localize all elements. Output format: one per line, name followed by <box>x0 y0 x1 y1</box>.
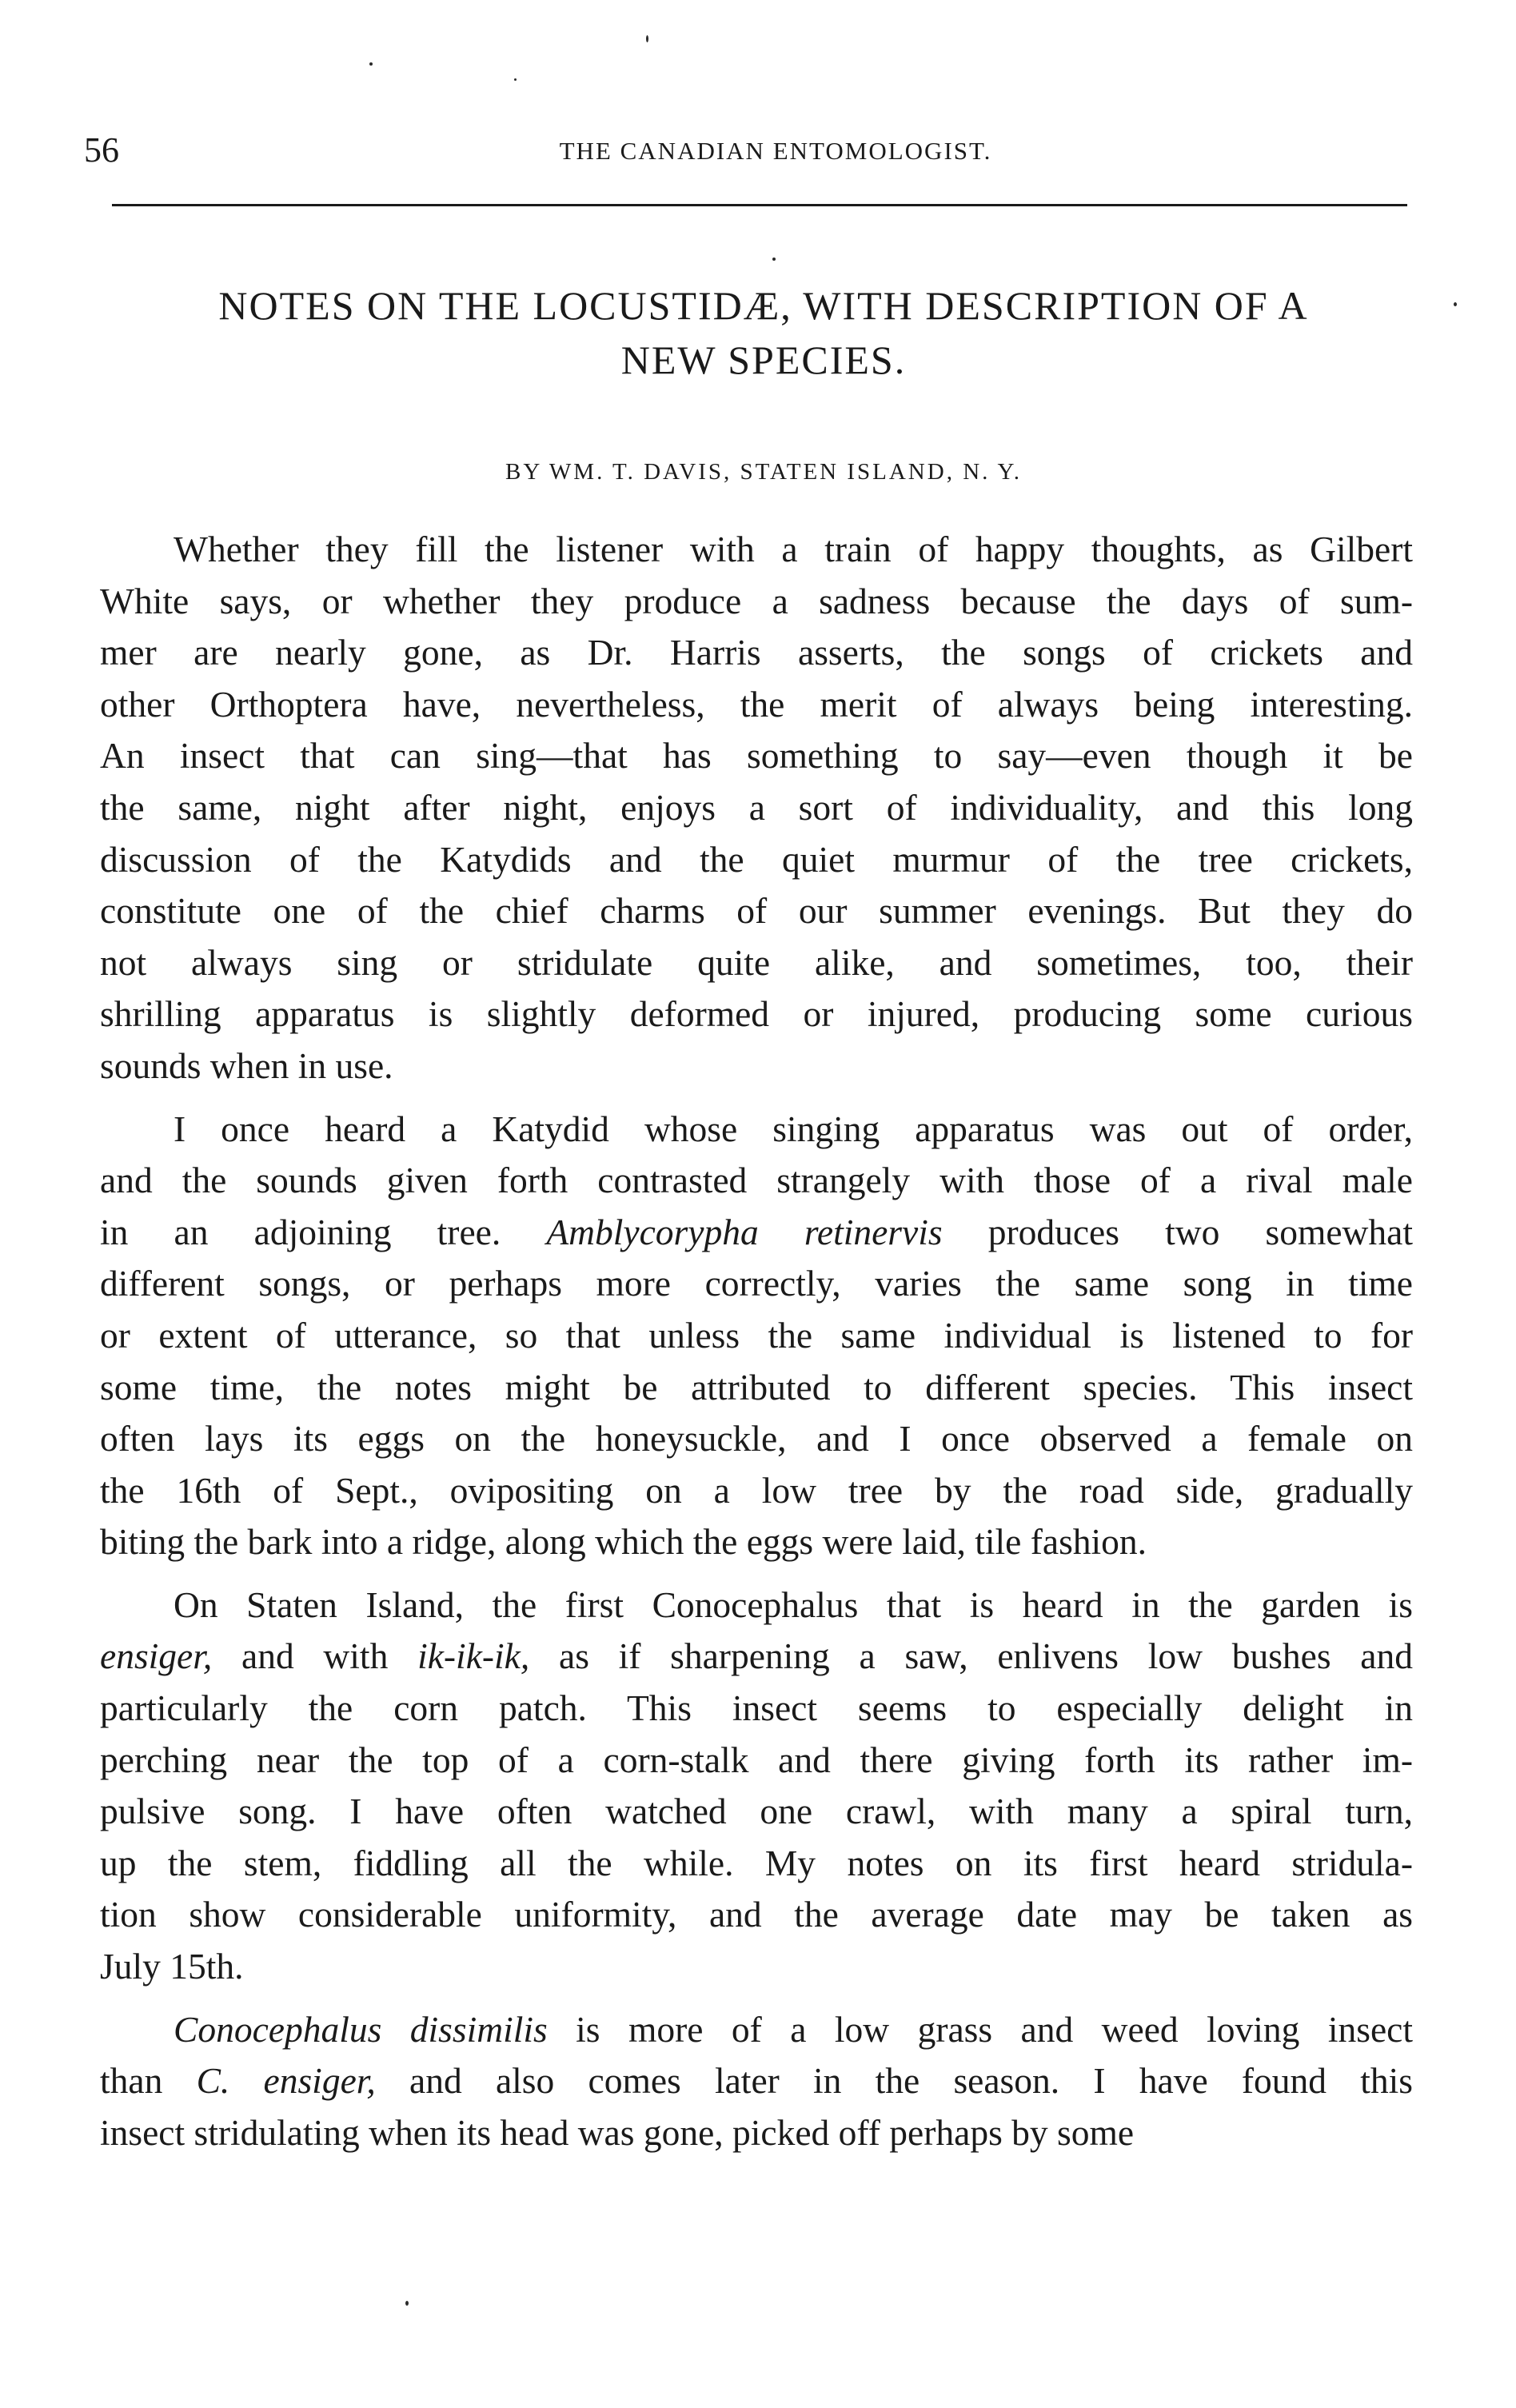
running-header <box>84 126 1435 182</box>
article-title <box>100 278 1427 387</box>
body-paragraph <box>100 2004 1413 2159</box>
text-run: often lays its eggs on the honeysuckle, and I once observed a female on <box>100 1418 1413 1460</box>
text-line <box>100 1941 1413 1993</box>
text-run: On Staten Island, the first Conocephalus that is heard in the garden is <box>174 1583 1413 1625</box>
text-run: July 15th. <box>100 1946 244 1987</box>
text-run: different songs, or perhaps more correctly, varies the same song in time <box>100 1263 1413 1304</box>
text-run: up the stem, fiddling all the while. My notes on its first heard stridula- <box>100 1842 1413 1883</box>
text-run: or extent of utterance, so that unless the same individual is listened to for <box>100 1314 1413 1356</box>
text-line <box>100 524 1413 576</box>
page-number: 56 <box>84 130 119 170</box>
text-line <box>100 1310 1413 1362</box>
article-title-line-1: NOTES ON THE LOCUSTIDÆ, WITH DESCRIPTION OF A <box>218 283 1309 328</box>
text-run: the 16th of Sept., ovipositing on a low tree by the road side, gradually <box>100 1469 1413 1511</box>
text-line <box>100 1838 1413 1890</box>
text-line <box>100 1258 1413 1310</box>
text-run: and the sounds given forth contrasted strangely with those of a rival male <box>100 1160 1413 1201</box>
header-rule <box>112 204 1407 206</box>
text-run: Whether they fill the listener with a train of happy thoughts, as Gilbert <box>174 529 1413 569</box>
text-line <box>100 1104 1413 1156</box>
italic-text: ensiger, <box>100 1635 213 1677</box>
text-line <box>100 885 1413 937</box>
text-run: some time, the notes might be attributed to different species. This insect <box>100 1366 1413 1408</box>
text-line <box>100 576 1413 628</box>
text-run: biting the bark into a ridge, along which the eggs were laid, tile fashion. <box>100 1521 1147 1563</box>
text-run: and with <box>212 1635 418 1677</box>
text-run: tion show considerable uniformity, and the average date may be taken as <box>100 1894 1413 1935</box>
text-run: insect stridulating when its head was gone, picked off perhaps by some <box>100 2111 1135 2153</box>
text-line <box>100 1889 1413 1941</box>
text-run: mer are nearly gone, as Dr. Harris asserts, the songs of crickets and <box>100 632 1413 673</box>
text-line <box>100 1040 1413 1092</box>
text-run: is more of a low grass and weed loving insect <box>547 2008 1413 2050</box>
text-run: produces two somewhat <box>942 1211 1414 1252</box>
text-run: not always sing or stridulate quite alike, and sometimes, too, their <box>100 941 1413 983</box>
scan-speck <box>772 258 776 261</box>
text-run: sounds when in use. <box>100 1044 393 1086</box>
text-run: pulsive song. I have often watched one crawl, with many a spiral turn, <box>100 1791 1413 1832</box>
text-line <box>100 679 1413 731</box>
text-line <box>100 988 1413 1040</box>
article-body <box>100 524 1413 2170</box>
text-run: discussion of the Katydids and the quiet murmur of the tree crickets, <box>100 838 1413 880</box>
text-line <box>100 1735 1413 1787</box>
body-paragraph <box>100 524 1413 1092</box>
text-run: constitute one of the chief charms of our summer evenings. But they do <box>100 890 1413 932</box>
text-line <box>100 2107 1413 2159</box>
text-run: than <box>100 2060 197 2102</box>
scan-speck <box>369 62 373 66</box>
author-byline: BY WM. T. DAVIS, STATEN ISLAND, N. Y. <box>505 459 1023 485</box>
text-run: and also comes later in the season. I have found this <box>375 2060 1413 2102</box>
text-run: An insect that can sing—that has something to say—even though it be <box>100 735 1413 777</box>
italic-text: Amblycorypha retinervis <box>546 1211 943 1252</box>
scan-speck <box>646 35 648 42</box>
italic-text: ik-ik-ik, <box>417 1635 530 1677</box>
text-line <box>100 730 1413 782</box>
article-title-line-2: NEW SPECIES. <box>620 337 907 382</box>
scan-speck <box>405 2301 409 2306</box>
text-line <box>100 937 1413 989</box>
text-run: other Orthoptera have, nevertheless, the merit of always being interesting. <box>100 683 1413 725</box>
text-line <box>100 1362 1413 1414</box>
text-line <box>100 1631 1413 1683</box>
body-paragraph <box>100 1104 1413 1568</box>
text-line <box>100 1465 1413 1517</box>
text-run: perching near the top of a corn-stalk and there giving forth its rather im- <box>100 1739 1413 1780</box>
text-run: shrilling apparatus is slightly deformed or injured, producing some curious <box>100 993 1413 1035</box>
text-line <box>100 1155 1413 1207</box>
text-line <box>100 1786 1413 1838</box>
text-line <box>100 2004 1413 2056</box>
text-line <box>100 1207 1413 1259</box>
text-line <box>100 1683 1413 1735</box>
italic-text: C. ensiger, <box>196 2060 376 2102</box>
scan-speck <box>1454 302 1457 306</box>
text-run: I once heard a Katydid whose singing apparatus was out of order, <box>174 1108 1413 1149</box>
italic-text: Conocephalus dissimilis <box>174 2008 548 2050</box>
text-line <box>100 1516 1413 1568</box>
text-run: in an adjoining tree. <box>100 1211 547 1252</box>
text-run: White says, or whether they produce a sadness because the days of sum- <box>100 580 1413 621</box>
text-line <box>100 1579 1413 1631</box>
text-line <box>100 782 1413 834</box>
scan-speck <box>514 78 517 81</box>
text-run: as if sharpening a saw, enlivens low bushes and <box>529 1635 1413 1677</box>
body-paragraph <box>100 1579 1413 1993</box>
text-line <box>100 834 1413 886</box>
text-line <box>100 2055 1413 2107</box>
journal-title: THE CANADIAN ENTOMOLOGIST. <box>559 137 992 165</box>
text-line <box>100 627 1413 679</box>
text-line <box>100 1413 1413 1465</box>
text-run: particularly the corn patch. This insect seems to especially delight in <box>100 1687 1413 1729</box>
text-run: the same, night after night, enjoys a sort of individuality, and this long <box>100 786 1413 828</box>
